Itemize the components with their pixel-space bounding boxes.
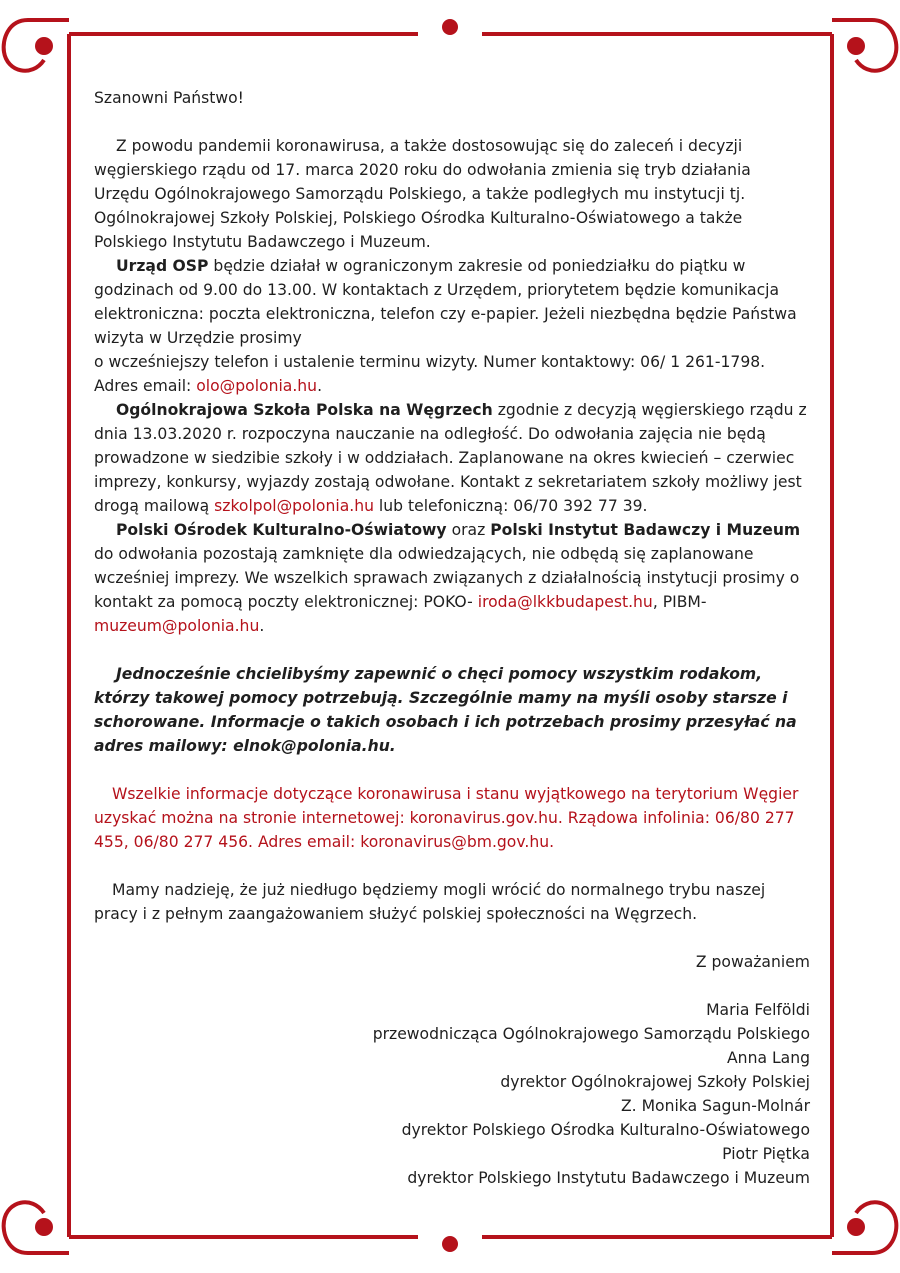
pibm-email-link[interactable]: muzeum@polonia.hu (94, 617, 260, 635)
szkola-email-link[interactable]: szkolpol@polonia.hu (214, 497, 374, 515)
signatures (94, 998, 810, 1190)
signature-role: dyrektor Polskiego Instytutu Badawczego i Muzeum (407, 1169, 810, 1187)
signature-name: Piotr Piętka (722, 1145, 810, 1163)
szkola-heading: Ogólnokrajowa Szkoła Polska na Węgrzech (116, 401, 493, 419)
info-paragraph: Wszelkie informacje dotyczące koronawirusa i stanu wyjątkowego na terytorium Węgier uzyskać można na stronie internetowej: koronavirus.gov.hu. Rządowa infolinia: 06/80 277 455, 06/80 277 456. Adres email: koronavirus@bm.gov.hu. (94, 785, 799, 851)
urzad-email-link[interactable]: olo@polonia.hu (196, 377, 318, 395)
osrodek-heading: Polski Ośrodek Kulturalno-Oświatowy (116, 521, 447, 539)
instytut-heading: Polski Instytut Badawczy i Muzeum (490, 521, 801, 539)
signature-role: dyrektor Polskiego Ośrodka Kulturalno-Oświatowego (401, 1121, 810, 1139)
letter-body (94, 86, 810, 1190)
ornament-dot-top (442, 19, 458, 35)
signature-name: Maria Felföldi (706, 1001, 810, 1019)
signature-role: dyrektor Ogólnokrajowej Szkoły Polskiej (500, 1073, 810, 1091)
closing: Z poważaniem (695, 953, 810, 971)
signature-name: Z. Monika Sagun-Molnár (621, 1097, 810, 1115)
hope-paragraph: Mamy nadzieję, że już niedługo będziemy mogli wrócić do normalnego trybu naszej pracy i z pełnym zaangażowaniem służyć polskiej społeczności na Węgrzech. (94, 881, 766, 923)
help-paragraph: Jednocześnie chcielibyśmy zapewnić o chęci pomocy wszystkim rodakom, którzy takowej pomocy potrzebują. Szczególnie mamy na myśli osoby starsze i schorowane. Informacje o takich osobach i ich potrzebach prosimy przesyłać na adres mailowy: elnok@polonia.hu. (94, 665, 797, 755)
signature-name: Anna Lang (727, 1049, 810, 1067)
urzad-heading: Urząd OSP (116, 257, 209, 275)
greeting: Szanowni Państwo! (94, 89, 244, 107)
poko-email-link[interactable]: iroda@lkkbudapest.hu (477, 593, 653, 611)
szkola-paragraph: Ogólnokrajowa Szkoła Polska na Węgrzech zgodnie z decyzją węgierskiego rządu z dnia 13.03.2020 r. rozpoczyna nauczanie na odległość. Do odwołania zajęcia nie będą prowadzone w siedzibie szkoły i w oddziałach. Zaplanowane na okres kwiecień – czerwiec imprezy, konkursy, wyjazdy zostają odwołane. Kontakt z sekretariatem szkoły możliwy jest drogą mailową szkolpol@polonia.hu lub telefoniczną: 06/70 392 77 39. (94, 401, 807, 515)
signature-role: przewodnicząca Ogólnokrajowego Samorządu Polskiego (372, 1025, 810, 1043)
urzad-paragraph: Urząd OSP będzie działał w ograniczonym zakresie od poniedziałku do piątku w godzinach od 9.00 do 13.00. W kontaktach z Urzędem, priorytetem będzie komunikacja elektroniczna: poczta elektroniczna, telefon czy e-papier. Jeżeli niezbędna będzie Państwa wizyta w Urzędzie prosimy o wcześniejszy telefon i ustalenie terminu wizyty. Numer kontaktowy: 06/ 1 261-1798. Adres email: olo@polonia.hu. (94, 257, 797, 395)
osrodek-paragraph: Polski Ośrodek Kulturalno-Oświatowy oraz Polski Instytut Badawczy i Muzeum do odwołania pozostają zamknięte dla odwiedzających, nie odbędą się zaplanowane wcześniej imprezy. We wszelkich sprawach związanych z działalnością instytucji prosimy o kontakt za pomocą poczty elektronicznej: POKO- iroda@lkkbudapest.hu, PIBM- muzeum@polonia.hu. (94, 521, 801, 635)
intro-paragraph: Z powodu pandemii koronawirusa, a także dostosowując się do zaleceń i decyzji węgierskiego rządu od 17. marca 2020 roku do odwołania zmienia się tryb działania Urzędu Ogólnokrajowego Samorządu Polskiego, a także podległych mu instytucji tj. Ogólnokrajowej Szkoły Polskiej, Polskiego Ośrodka Kulturalno-Oświatowego a także Polskiego Instytutu Badawczego i Muzeum. (94, 137, 751, 251)
ornament-dot-bottom (442, 1236, 458, 1252)
